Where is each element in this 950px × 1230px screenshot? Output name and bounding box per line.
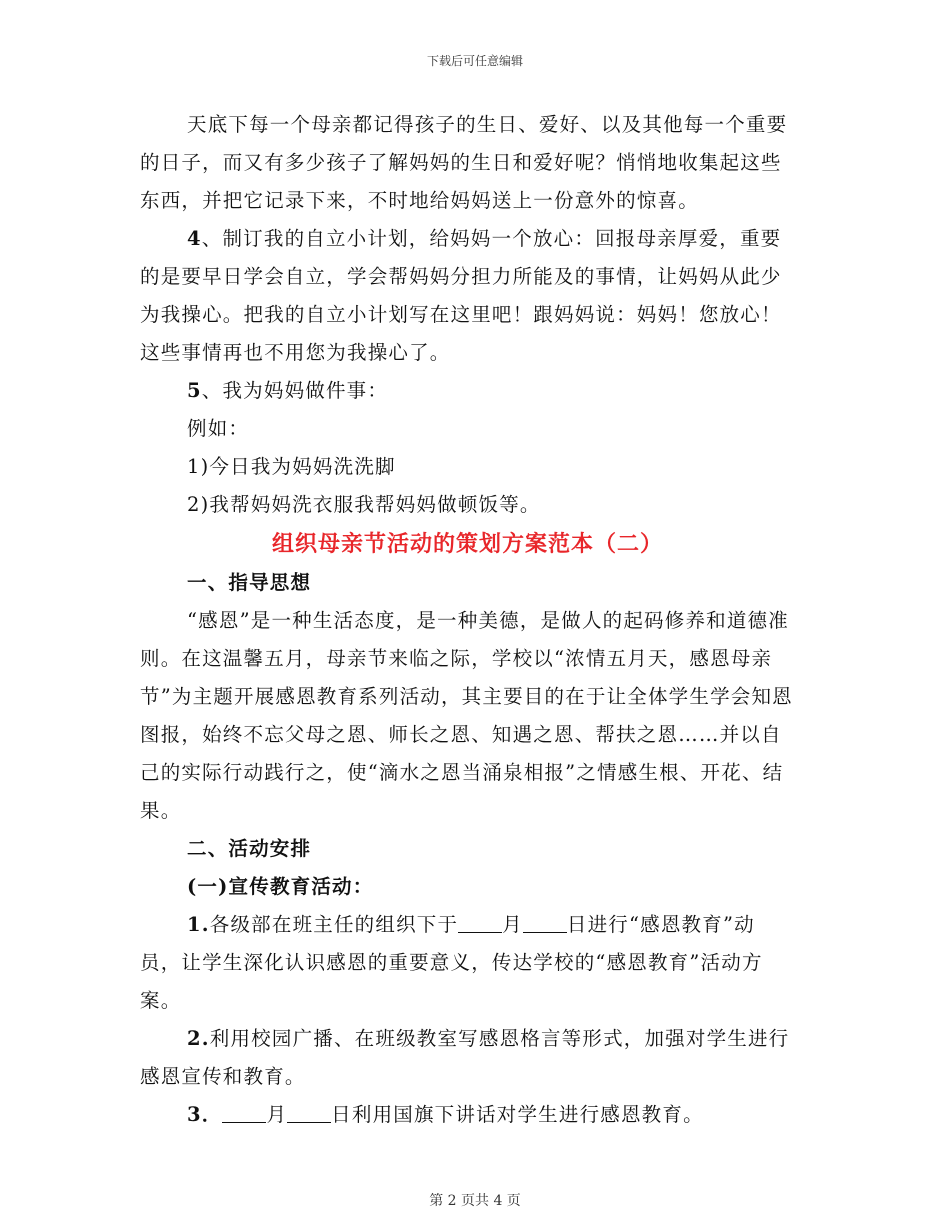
paragraph-gratitude: “感恩”是一种生活态度，是一种美德，是做人的起码修养和道德准则。在这温馨五月，母亲节来临之际，学校以“浓情五月天，感恩母亲节”为主题开展感恩教育系列活动，其主要目的在于让全体学生学会知恩图报，始终不忘父母之恩、师长之恩、知遇之恩、帮扶之恩……并以自己的实际行动践行之，使“滴水之恩当涌泉相报”之情感生根、开花、结果。 bbox=[140, 609, 793, 822]
month-blank bbox=[222, 1100, 266, 1123]
paragraph-do-something bbox=[140, 372, 795, 410]
document-body bbox=[140, 106, 795, 1134]
item-number: 1. bbox=[187, 913, 210, 936]
example-item-1: 1)今日我为妈妈洗洗脚 bbox=[187, 455, 396, 478]
item-number: 5 bbox=[187, 379, 202, 402]
section-title: 组织母亲节活动的策划方案范本（二） bbox=[271, 531, 663, 557]
example-item-2: 2)我帮妈妈洗衣服我帮妈妈做顿饭等。 bbox=[187, 493, 541, 516]
item-number: 3． bbox=[187, 1103, 223, 1126]
paragraph-text: 、我为妈妈做件事： bbox=[201, 379, 389, 402]
item-number: 4 bbox=[187, 227, 202, 250]
paragraph-example-label: 例如： bbox=[187, 417, 250, 440]
month-blank bbox=[458, 910, 502, 933]
item-number: 2. bbox=[187, 1027, 210, 1050]
paragraph-broadcast bbox=[140, 1020, 795, 1096]
paragraph-flag-speech bbox=[140, 1096, 795, 1134]
paragraph-text: 日进行“感恩教育”动员，让学生深化认识感恩的重要意义，传达学校的“感恩教育”活动方案。 bbox=[140, 913, 763, 1012]
month-label: 月 bbox=[502, 913, 523, 936]
heading-activity-arrangement: 二、活动安排 bbox=[187, 837, 312, 860]
day-blank bbox=[523, 910, 567, 933]
paragraph-text: 、制订我的自立小计划，给妈妈一个放心：回报母亲厚爱，重要的是要早日学会自立，学会帮妈妈分担力所能及的事情，让妈妈从此少为我操心。把我的自立小计划写在这里吧！跟妈妈说：妈妈！您放心！这些事情再也不用您为我操心了。 bbox=[140, 227, 782, 364]
day-blank bbox=[287, 1100, 331, 1123]
paragraph-text: 利用校园广播、在班级教室写感恩格言等形式，加强对学生进行感恩宣传和教育。 bbox=[140, 1027, 790, 1088]
paragraph-mobilization bbox=[140, 906, 795, 1020]
heading-guiding-thought: 一、指导思想 bbox=[187, 571, 312, 594]
heading-publicity-education: (一)宣传教育活动： bbox=[187, 875, 374, 898]
paragraph-text: 日利用国旗下讲话对学生进行感恩教育。 bbox=[331, 1103, 704, 1126]
page-header-note: 下载后可任意编辑 bbox=[426, 54, 523, 68]
paragraph-self-reliance-plan bbox=[140, 220, 795, 372]
page-number-footer: 第 2 页共 4 页 bbox=[429, 1193, 521, 1209]
paragraph-birthday: 天底下每一个母亲都记得孩子的生日、爱好、以及其他每一个重要的日子，而又有多少孩子了解妈妈的生日和爱好呢？悄悄地收集起这些东西，并把它记录下来，不时地给妈妈送上一份意外的惊喜。 bbox=[140, 113, 788, 212]
paragraph-text: 各级部在班主任的组织下于 bbox=[209, 913, 459, 936]
month-label: 月 bbox=[266, 1103, 288, 1126]
